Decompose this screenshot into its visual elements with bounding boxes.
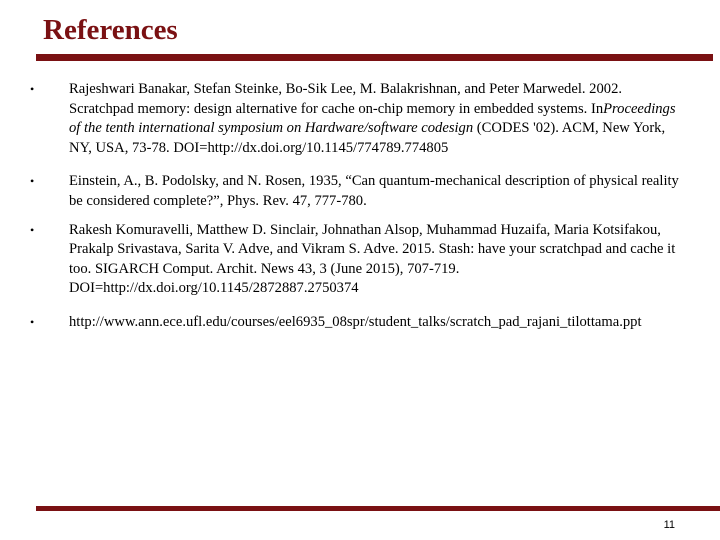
- reference-venue: Proceedings of the tenth international symposium on Hardware/software codesign: [69, 100, 676, 137]
- bullet-icon: •: [30, 82, 35, 96]
- bullet-icon: •: [30, 174, 35, 189]
- reference-text: [69, 80, 681, 158]
- reference-text-main: Rajeshwari Banakar, Stefan Steinke, Bo-Sik Lee, M. Balakrishnan, and Peter Marwedel. 2002. Scratchpad memory: design alternative for cache on-chip memory in embedded systems. In: [69, 81, 623, 117]
- reference-item: [0, 313, 681, 333]
- reference-item: [0, 80, 681, 158]
- reference-text-main: Einstein, A., B. Podolsky, and N. Rosen, 1935, “Can quantum-mechanical description of physical reality be considered complete?”, Phys. Rev. 47, 777-780.: [69, 173, 679, 209]
- reference-text-main: Rakesh Komuravelli, Matthew D. Sinclair, Johnathan Alsop, Muhammad Huzaifa, Maria Kotsifakou, Prakalp Srivastava, Sarita V. Adve, and Vikram S. Adve. 2015. Stash: have your scratchpad and cache it too. SIGARCH Comput. Archit. News 43, 3 (June 2015), 707-719. DOI=http://dx.doi.org/10.1145/2872887.2750374: [69, 221, 676, 297]
- reference-item: [0, 172, 681, 211]
- reference-link[interactable]: http://www.ann.ece.ufl.edu/courses/eel6935_08spr/student_talks/scratch_pad_rajani_tilottama.ppt: [69, 313, 642, 330]
- slide-title: References: [43, 14, 178, 46]
- bullet-icon: •: [30, 314, 35, 329]
- reference-text-tail: (CODES '02). ACM, New York, NY, USA, 73-78. DOI=http://dx.doi.org/10.1145/774789.774805: [69, 120, 666, 156]
- reference-text: [69, 221, 681, 299]
- reference-item: [0, 221, 681, 299]
- bullet-icon: •: [30, 222, 35, 237]
- page-number: 11: [663, 519, 675, 531]
- title-divider: [36, 54, 713, 61]
- references-list: [0, 80, 720, 347]
- reference-text: [69, 172, 681, 211]
- footer-divider: [36, 506, 720, 511]
